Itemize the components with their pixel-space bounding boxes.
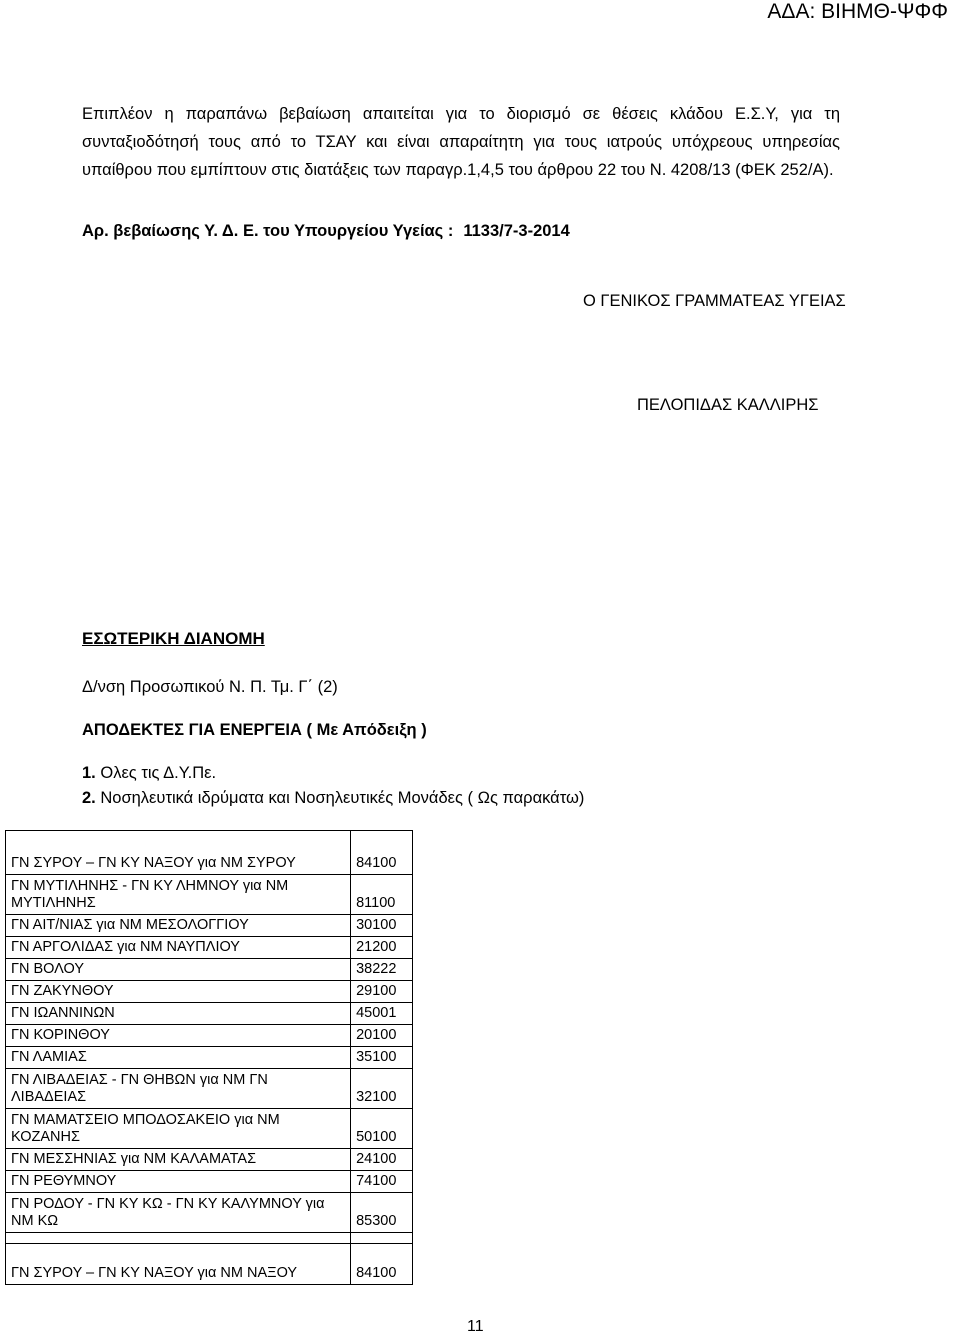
empty-cell — [6, 1233, 351, 1244]
recipient-item-number: 2. — [82, 789, 96, 807]
unit-name-cell: ΓΝ ΛΙΒΑΔΕΙΑΣ - ΓΝ ΘΗΒΩΝ για ΝΜ ΓΝ ΛΙΒΑΔΕΙΑΣ — [6, 1069, 351, 1109]
postal-code-cell: 35100 — [351, 1047, 413, 1069]
postal-code-cell: 24100 — [351, 1149, 413, 1171]
postal-code-cell: 29100 — [351, 981, 413, 1003]
empty-cell — [351, 1233, 413, 1244]
unit-name-cell: ΓΝ ΣΥΡΟΥ – ΓΝ ΚΥ ΝΑΞΟΥ για ΝΜ ΣΥΡΟΥ — [6, 831, 351, 875]
table-row — [6, 981, 413, 1003]
recipient-item — [82, 764, 216, 783]
certificate-number: 1133/7-3-2014 — [463, 222, 570, 240]
table-row — [6, 1171, 413, 1193]
postal-code-cell: 85300 — [351, 1193, 413, 1233]
table-row — [6, 1149, 413, 1171]
table-row — [6, 1109, 413, 1149]
table-row — [6, 831, 413, 875]
intro-paragraph: Επιπλέον η παραπάνω βεβαίωση απαιτείται για το διορισμό σε θέσεις κλάδου Ε.Σ.Υ, για τη συνταξιοδότησή τους από το ΤΣΑΥ και είναι απαραίτητη για τους ιατρούς υπόχρεους υπηρεσίας υπαίθρου που εμπίπτουν στις διατάξεις των παραγρ.1,4,5 του άρθρου 22 του Ν. 4208/13 (ΦΕΚ 252/Α). — [82, 105, 840, 179]
unit-name-cell: ΓΝ ΖΑΚΥΝΘΟΥ — [6, 981, 351, 1003]
table-row — [6, 959, 413, 981]
postal-code-cell: 38222 — [351, 959, 413, 981]
table-row — [6, 1003, 413, 1025]
unit-name-cell: ΓΝ ΚΟΡΙΝΘΟΥ — [6, 1025, 351, 1047]
recipient-item — [82, 789, 584, 808]
table-row — [6, 1244, 413, 1285]
table-row — [6, 1069, 413, 1109]
table-row — [6, 1047, 413, 1069]
certificate-line — [82, 222, 570, 241]
table-row — [6, 1193, 413, 1233]
department-line: Δ/νση Προσωπικού Ν. Π. Τμ. Γ΄ (2) — [82, 678, 338, 696]
table-row — [6, 937, 413, 959]
page-number: 11 — [467, 1318, 484, 1335]
postal-code-cell: 30100 — [351, 915, 413, 937]
unit-name-cell: ΓΝ ΜΥΤΙΛΗΝΗΣ - ΓΝ ΚΥ ΛΗΜΝΟΥ για ΝΜ ΜΥΤΙΛΗΝΗΣ — [6, 875, 351, 915]
unit-name-cell: ΓΝ ΛΑΜΙΑΣ — [6, 1047, 351, 1069]
internal-distribution-heading: ΕΣΩΤΕΡΙΚΗ ΔΙΑΝΟΜΗ — [82, 629, 265, 648]
unit-name-cell: ΓΝ ΣΥΡΟΥ – ΓΝ ΚΥ ΝΑΞΟΥ για ΝΜ ΝΑΞΟΥ — [6, 1244, 351, 1285]
ada-code: ΑΔΑ: ΒΙΗΜΘ-ΨΦΦ — [767, 0, 948, 23]
postal-code-cell: 84100 — [351, 1244, 413, 1285]
unit-name-cell: ΓΝ ΑΙΤ/ΝΙΑΣ για ΝΜ ΜΕΣΟΛΟΓΓΙΟΥ — [6, 915, 351, 937]
recipient-item-text: Νοσηλευτικά ιδρύματα και Νοσηλευτικές Μονάδες ( Ως παρακάτω) — [100, 789, 585, 807]
postal-code-cell: 45001 — [351, 1003, 413, 1025]
postal-code-cell: 74100 — [351, 1171, 413, 1193]
unit-name-cell: ΓΝ ΜΕΣΣΗΝΙΑΣ για ΝΜ ΚΑΛΑΜΑΤΑΣ — [6, 1149, 351, 1171]
table-row — [6, 875, 413, 915]
postal-code-cell: 21200 — [351, 937, 413, 959]
units-table — [5, 830, 413, 1285]
signatory-name: ΠΕΛΟΠΙΔΑΣ ΚΑΛΛΙΡΗΣ — [637, 396, 819, 414]
unit-name-cell: ΓΝ ΡΕΘΥΜΝΟΥ — [6, 1171, 351, 1193]
unit-name-cell: ΓΝ ΒΟΛΟΥ — [6, 959, 351, 981]
unit-name-cell: ΓΝ ΡΟΔΟΥ - ΓΝ ΚΥ ΚΩ - ΓΝ ΚΥ ΚΑΛΥΜΝΟΥ για ΝΜ ΚΩ — [6, 1193, 351, 1233]
unit-name-cell: ΓΝ ΑΡΓΟΛΙΔΑΣ για ΝΜ ΝΑΥΠΛΙΟΥ — [6, 937, 351, 959]
postal-code-cell: 50100 — [351, 1109, 413, 1149]
recipient-item-text: Ολες τις Δ.Υ.Πε. — [100, 764, 217, 782]
signatory-title: Ο ΓΕΝΙΚΟΣ ΓΡΑΜΜΑΤΕΑΣ ΥΓΕΙΑΣ — [583, 292, 846, 310]
postal-code-cell: 81100 — [351, 875, 413, 915]
unit-name-cell: ΓΝ ΙΩΑΝΝΙΝΩΝ — [6, 1003, 351, 1025]
postal-code-cell: 32100 — [351, 1069, 413, 1109]
certificate-label: Αρ. βεβαίωσης Υ. Δ. Ε. του Υπουργείου Υγείας : — [82, 222, 454, 240]
postal-code-cell: 84100 — [351, 831, 413, 875]
recipient-item-number: 1. — [82, 764, 96, 782]
table-row — [6, 915, 413, 937]
unit-name-cell: ΓΝ ΜΑΜΑΤΣΕΙΟ ΜΠΟΔΟΣΑΚΕΙΟ για ΝΜ ΚΟΖΑΝΗΣ — [6, 1109, 351, 1149]
recipients-heading: ΑΠΟΔΕΚΤΕΣ ΓΙΑ ΕΝΕΡΓΕΙΑ ( Με Απόδειξη ) — [82, 721, 427, 739]
table-spacer-row — [6, 1233, 413, 1244]
postal-code-cell: 20100 — [351, 1025, 413, 1047]
table-row — [6, 1025, 413, 1047]
